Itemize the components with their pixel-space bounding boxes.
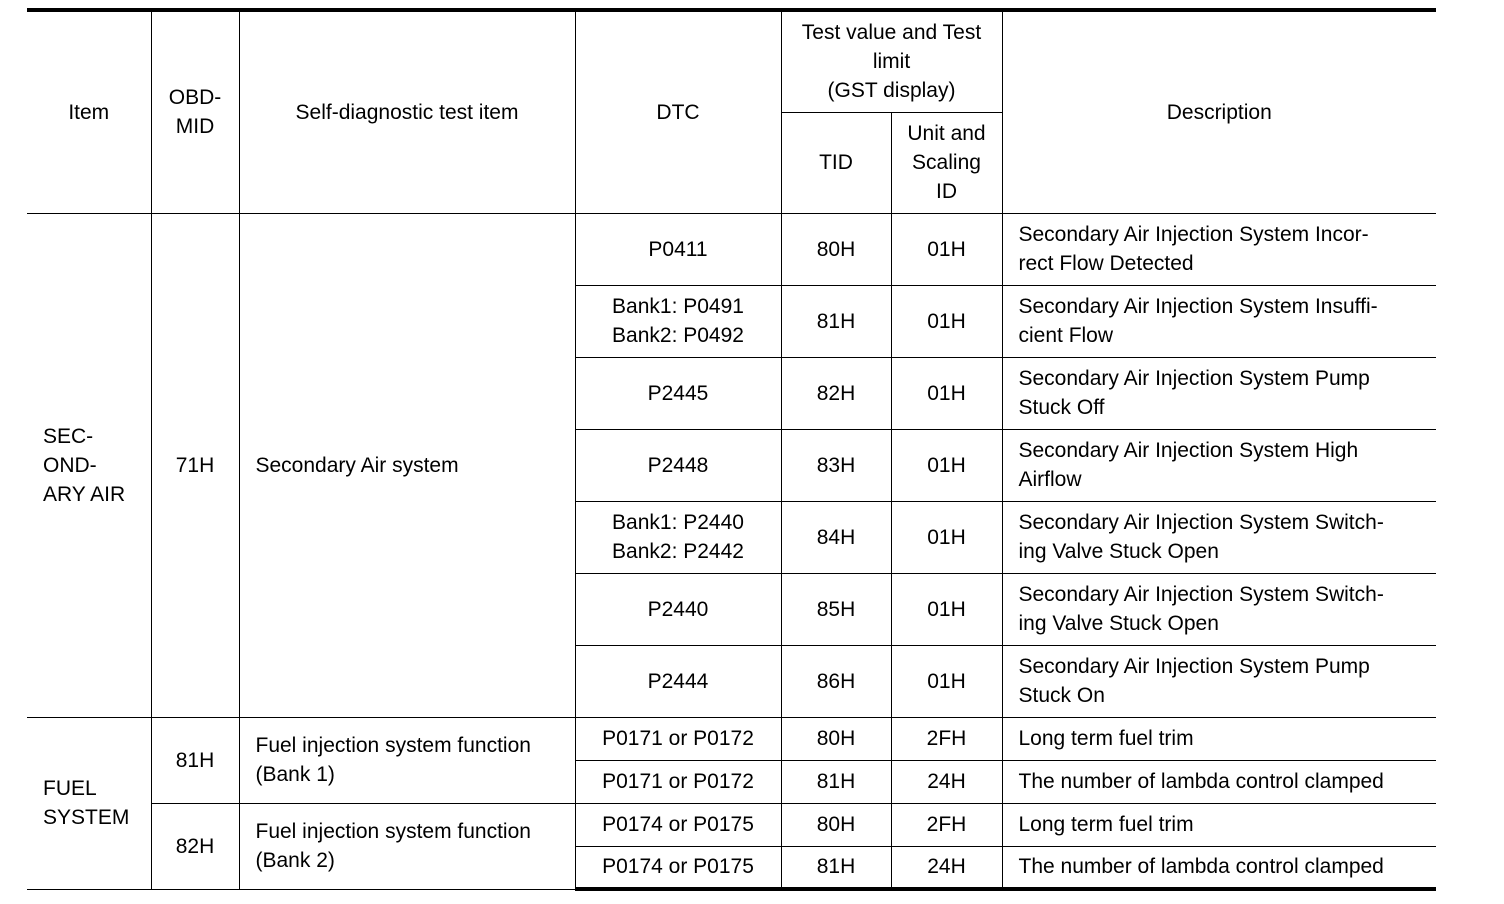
table-row bbox=[27, 803, 1436, 846]
description-cell: Long term fuel trim bbox=[1002, 717, 1436, 760]
unit-cell: 01H bbox=[891, 429, 1002, 501]
header-test-value: Test value and Test limit (GST display) bbox=[781, 10, 1002, 112]
dtc-cell: P0411 bbox=[575, 213, 781, 285]
unit-cell: 01H bbox=[891, 213, 1002, 285]
description-cell: Secondary Air Injection System Switch- ing Valve Stuck Open bbox=[1002, 501, 1436, 573]
tid-cell: 81H bbox=[781, 285, 891, 357]
obd-mid-cell: 71H bbox=[151, 213, 239, 717]
test-item-cell: Fuel injection system function (Bank 1) bbox=[239, 717, 575, 803]
dtc-cell: P2448 bbox=[575, 429, 781, 501]
unit-cell: 24H bbox=[891, 846, 1002, 889]
dtc-cell: Bank1: P0491 Bank2: P0492 bbox=[575, 285, 781, 357]
description-cell: Secondary Air Injection System Insuffi- cient Flow bbox=[1002, 285, 1436, 357]
dtc-cell: P2440 bbox=[575, 573, 781, 645]
dtc-cell: P2445 bbox=[575, 357, 781, 429]
unit-cell: 01H bbox=[891, 285, 1002, 357]
tid-cell: 81H bbox=[781, 846, 891, 889]
tid-cell: 80H bbox=[781, 803, 891, 846]
tid-cell: 80H bbox=[781, 213, 891, 285]
description-cell: The number of lambda control clamped bbox=[1002, 760, 1436, 803]
tid-cell: 85H bbox=[781, 573, 891, 645]
header-row-1 bbox=[27, 10, 1436, 112]
item-secondary-air: SEC- OND- ARY AIR bbox=[27, 213, 151, 717]
unit-cell: 01H bbox=[891, 501, 1002, 573]
test-item-cell: Secondary Air system bbox=[239, 213, 575, 717]
tid-cell: 80H bbox=[781, 717, 891, 760]
unit-cell: 2FH bbox=[891, 717, 1002, 760]
description-cell: The number of lambda control clamped bbox=[1002, 846, 1436, 889]
description-cell: Secondary Air Injection System Incor- rect Flow Detected bbox=[1002, 213, 1436, 285]
dtc-cell: P0171 or P0172 bbox=[575, 760, 781, 803]
unit-cell: 01H bbox=[891, 573, 1002, 645]
item-fuel-system: FUEL SYSTEM bbox=[27, 717, 151, 889]
tid-cell: 83H bbox=[781, 429, 891, 501]
header-dtc: DTC bbox=[575, 10, 781, 213]
header-item: Item bbox=[27, 10, 151, 213]
obd-mid-cell: 81H bbox=[151, 717, 239, 803]
test-item-cell: Fuel injection system function (Bank 2) bbox=[239, 803, 575, 889]
dtc-cell: P0174 or P0175 bbox=[575, 846, 781, 889]
header-tid: TID bbox=[781, 112, 891, 213]
dtc-cell: P2444 bbox=[575, 645, 781, 717]
obd-test-table bbox=[27, 8, 1436, 891]
tid-cell: 81H bbox=[781, 760, 891, 803]
unit-cell: 24H bbox=[891, 760, 1002, 803]
header-obd-mid: OBD- MID bbox=[151, 10, 239, 213]
header-description: Description bbox=[1002, 10, 1436, 213]
description-cell: Secondary Air Injection System Pump Stuck On bbox=[1002, 645, 1436, 717]
tid-cell: 86H bbox=[781, 645, 891, 717]
dtc-cell: P0171 or P0172 bbox=[575, 717, 781, 760]
dtc-cell: Bank1: P2440 Bank2: P2442 bbox=[575, 501, 781, 573]
unit-cell: 01H bbox=[891, 645, 1002, 717]
description-cell: Long term fuel trim bbox=[1002, 803, 1436, 846]
description-cell: Secondary Air Injection System Switch- ing Valve Stuck Open bbox=[1002, 573, 1436, 645]
obd-mid-cell: 82H bbox=[151, 803, 239, 889]
unit-cell: 2FH bbox=[891, 803, 1002, 846]
table-row bbox=[27, 213, 1436, 285]
header-unit-scaling: Unit and Scaling ID bbox=[891, 112, 1002, 213]
table-row bbox=[27, 717, 1436, 760]
description-cell: Secondary Air Injection System Pump Stuck Off bbox=[1002, 357, 1436, 429]
tid-cell: 84H bbox=[781, 501, 891, 573]
dtc-cell: P0174 or P0175 bbox=[575, 803, 781, 846]
header-test-item: Self-diagnostic test item bbox=[239, 10, 575, 213]
description-cell: Secondary Air Injection System High Airflow bbox=[1002, 429, 1436, 501]
unit-cell: 01H bbox=[891, 357, 1002, 429]
tid-cell: 82H bbox=[781, 357, 891, 429]
